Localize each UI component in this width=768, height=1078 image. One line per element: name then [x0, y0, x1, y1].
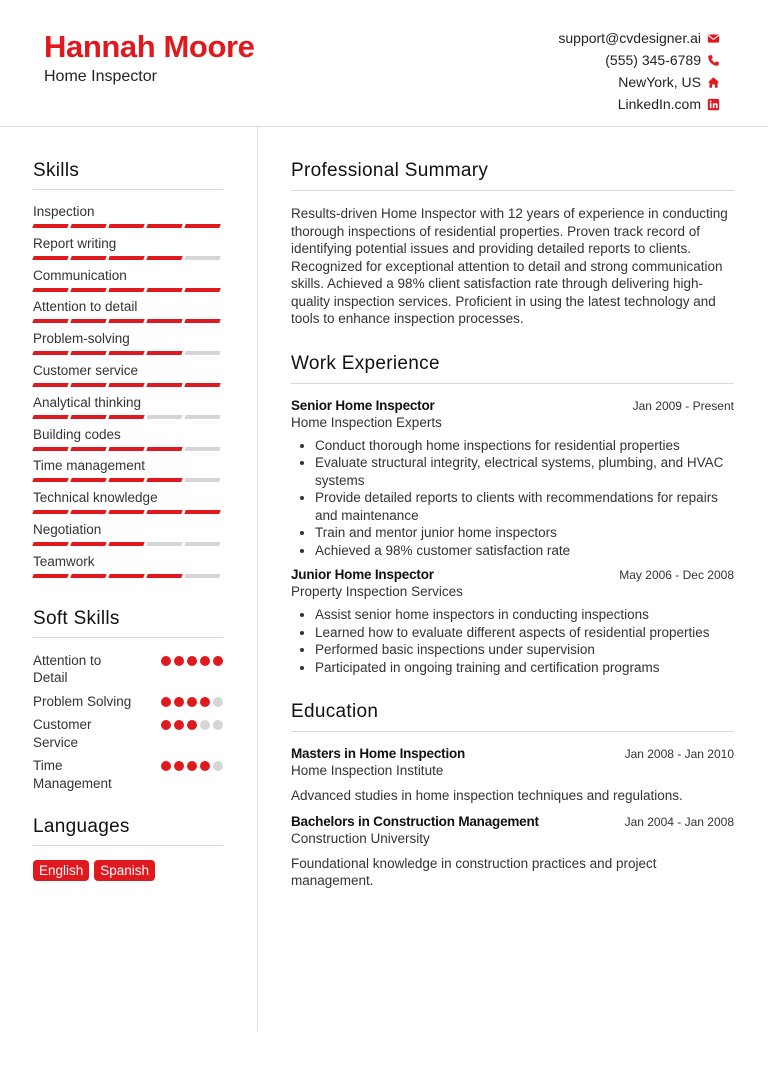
skill-level-segment: [146, 478, 182, 482]
skill-level-bar: [33, 319, 223, 323]
job-date: Jan 2009 - Present: [632, 398, 734, 413]
skill-level-segment: [32, 224, 68, 228]
skill-level-bar: [33, 256, 223, 260]
skill-level-segment: [184, 256, 220, 260]
soft-skill-rating: [161, 761, 223, 771]
home-icon: [707, 76, 720, 89]
education-entry: [291, 746, 734, 805]
contact-location-text: NewYork, US: [618, 74, 701, 90]
skill-level-segment: [146, 542, 182, 546]
job-bullet: Assist senior home inspectors in conducting inspections: [291, 606, 734, 624]
skill-level-bar: [33, 542, 223, 546]
rating-dot: [200, 697, 210, 707]
candidate-role: Home Inspector: [44, 68, 157, 85]
skill-level-segment: [32, 478, 68, 482]
skill-level-segment: [70, 319, 106, 323]
left-column: [33, 160, 223, 881]
skill-level-segment: [32, 383, 68, 387]
education-section: [291, 701, 734, 890]
education-list: [291, 746, 734, 890]
skill-level-segment: [146, 447, 182, 451]
skill-item: [33, 427, 223, 459]
job-company: Property Inspection Services: [291, 584, 463, 599]
skill-level-segment: [184, 478, 220, 482]
skill-level-bar: [33, 478, 223, 482]
job-bullet: Train and mentor junior home inspectors: [291, 524, 734, 542]
job-entry: [291, 398, 734, 560]
skill-level-bar: [33, 224, 223, 228]
skill-label: Communication: [33, 267, 127, 283]
skill-level-segment: [70, 351, 106, 355]
skill-level-bar: [33, 383, 223, 387]
contact-phone-text[interactable]: (555) 345-6789: [605, 52, 701, 68]
skill-level-segment: [108, 542, 144, 546]
skill-level-segment: [184, 542, 220, 546]
soft-skill-item: [33, 652, 223, 687]
rating-dot: [200, 720, 210, 730]
job-header: [291, 398, 734, 413]
rating-dot: [187, 656, 197, 666]
language-chip: English: [33, 860, 89, 881]
skill-level-segment: [184, 447, 220, 451]
skill-level-segment: [146, 256, 182, 260]
skill-level-segment: [70, 383, 106, 387]
education-title: Education: [291, 701, 734, 732]
linkedin-icon: [707, 98, 720, 111]
skill-label: Teamwork: [33, 553, 95, 569]
education-date: Jan 2008 - Jan 2010: [624, 747, 734, 761]
skill-level-segment: [146, 574, 182, 578]
skill-label: Technical knowledge: [33, 490, 158, 506]
education-header: [291, 814, 734, 829]
skill-level-segment: [32, 574, 68, 578]
job-bullets: [291, 606, 734, 676]
rating-dot: [200, 656, 210, 666]
contact-list: [558, 27, 720, 115]
skill-level-segment: [32, 447, 68, 451]
phone-icon: [707, 54, 720, 67]
skill-level-segment: [70, 542, 106, 546]
skill-item: [33, 554, 223, 586]
contact-linkedin[interactable]: [558, 93, 720, 115]
soft-skill-rating: [161, 697, 223, 707]
contact-email[interactable]: [558, 27, 720, 49]
skill-level-segment: [32, 415, 68, 419]
education-description: Advanced studies in home inspection techniques and regulations.: [291, 788, 683, 803]
skill-level-segment: [70, 574, 106, 578]
education-description: Foundational knowledge in construction practices and project management.: [291, 855, 657, 888]
degree-title: Masters in Home Inspection: [291, 746, 466, 761]
skill-level-segment: [70, 224, 106, 228]
job-bullet: Provide detailed reports to clients with recommendations for repairs and maintenance: [291, 489, 734, 524]
skill-item: [33, 395, 223, 427]
rating-dot: [174, 761, 184, 771]
soft-skill-label: Time Management: [33, 758, 112, 791]
skill-label: Analytical thinking: [33, 394, 142, 410]
rating-dot: [213, 697, 223, 707]
skill-level-bar: [33, 447, 223, 451]
job-title: Junior Home Inspector: [291, 567, 434, 582]
skill-item: [33, 299, 223, 331]
skill-level-segment: [146, 319, 182, 323]
languages-title: Languages: [33, 816, 223, 846]
experience-section: [291, 353, 734, 677]
skill-level-segment: [146, 288, 182, 292]
skill-item: [33, 522, 223, 554]
job-bullet: Achieved a 98% customer satisfaction rate: [291, 542, 734, 560]
skill-level-segment: [184, 224, 220, 228]
rating-dot: [161, 761, 171, 771]
skill-level-segment: [108, 415, 144, 419]
rating-dot: [200, 761, 210, 771]
skills-title: Skills: [33, 160, 223, 190]
school-name: Construction University: [291, 830, 430, 846]
skill-item: [33, 490, 223, 522]
rating-dot: [213, 656, 223, 666]
contact-location: [558, 71, 720, 93]
skill-level-segment: [108, 447, 144, 451]
soft-skill-label: Customer Service: [33, 717, 92, 750]
skill-level-segment: [32, 319, 68, 323]
skill-level-segment: [70, 288, 106, 292]
rating-dot: [187, 761, 197, 771]
job-date: May 2006 - Dec 2008: [619, 568, 734, 582]
right-column: [291, 160, 734, 915]
skill-level-segment: [184, 574, 220, 578]
skill-level-segment: [184, 510, 220, 514]
envelope-icon: [707, 32, 720, 45]
skill-level-segment: [146, 383, 182, 387]
summary-text: Results-driven Home Inspector with 12 years of experience in conducting thorough inspections of residential properties. Proven track record of identifying potential issues and providing detailed reports to clients. Recognized for exceptional attention to detail and strong communication skills. Achieved a 98% client satisfaction rate through delivering high-quality inspection services. Proficient in using the latest technology and tools to enhance inspection processes.: [291, 206, 728, 326]
rating-dot: [213, 761, 223, 771]
soft-skill-item: [33, 757, 223, 792]
skill-level-bar: [33, 510, 223, 514]
skill-item: [33, 458, 223, 490]
rating-dot: [174, 720, 184, 730]
rating-dot: [213, 720, 223, 730]
skill-level-segment: [108, 256, 144, 260]
summary-title: Professional Summary: [291, 160, 734, 191]
skill-label: Building codes: [33, 426, 121, 442]
soft-skill-rating: [161, 656, 223, 666]
skill-level-segment: [108, 224, 144, 228]
skill-item: [33, 363, 223, 395]
skill-item: [33, 268, 223, 300]
skill-label: Report writing: [33, 235, 117, 251]
rating-dot: [187, 697, 197, 707]
job-entry: [291, 567, 734, 676]
rating-dot: [174, 697, 184, 707]
job-bullet: Performed basic inspections under supervision: [291, 641, 734, 659]
skill-level-segment: [108, 288, 144, 292]
rating-dot: [161, 656, 171, 666]
soft-skill-item: [33, 716, 223, 751]
skill-label: Inspection: [33, 204, 95, 219]
education-entry: [291, 814, 734, 890]
skill-label: Negotiation: [33, 521, 102, 537]
skill-level-segment: [32, 542, 68, 546]
contact-email-text[interactable]: support@cvdesigner.ai: [558, 30, 701, 46]
skill-level-bar: [33, 415, 223, 419]
skill-level-segment: [184, 383, 220, 387]
contact-phone[interactable]: [558, 49, 720, 71]
job-header: [291, 567, 734, 582]
job-company: Home Inspection Experts: [291, 414, 442, 430]
jobs-list: [291, 398, 734, 677]
skill-level-segment: [32, 351, 68, 355]
skill-item: [33, 331, 223, 363]
skill-item: [33, 236, 223, 268]
skill-level-segment: [108, 383, 144, 387]
skill-level-segment: [70, 256, 106, 260]
rating-dot: [161, 697, 171, 707]
skills-list: [33, 204, 223, 586]
skill-label: Attention to detail: [33, 299, 138, 315]
languages-list: [33, 860, 223, 881]
language-chip: Spanish: [94, 860, 155, 881]
skill-level-segment: [184, 319, 220, 323]
skill-level-bar: [33, 574, 223, 578]
skill-level-segment: [108, 351, 144, 355]
experience-title: Work Experience: [291, 353, 734, 384]
job-bullet: Conduct thorough home inspections for residential properties: [291, 437, 734, 455]
soft-skills-title: Soft Skills: [33, 608, 223, 638]
soft-skill-rating: [161, 720, 223, 730]
job-bullet: Learned how to evaluate different aspects of residential properties: [291, 624, 734, 642]
column-divider: [257, 127, 258, 1031]
skill-level-segment: [108, 510, 144, 514]
skill-level-segment: [146, 415, 182, 419]
degree-title: Bachelors in Construction Management: [291, 813, 539, 829]
job-bullet: Participated in ongoing training and certification programs: [291, 659, 734, 677]
skill-level-segment: [184, 351, 220, 355]
education-date: Jan 2004 - Jan 2008: [624, 814, 734, 829]
soft-skill-label: Attention to Detail: [33, 652, 102, 686]
job-title: Senior Home Inspector: [291, 397, 435, 413]
skill-level-segment: [146, 224, 182, 228]
skill-level-bar: [33, 351, 223, 355]
contact-linkedin-text[interactable]: LinkedIn.com: [617, 96, 701, 112]
skill-level-segment: [184, 415, 220, 419]
skill-level-segment: [32, 256, 68, 260]
skill-level-bar: [33, 288, 223, 292]
skill-label: Customer service: [33, 362, 139, 378]
skill-level-segment: [70, 478, 106, 482]
resume-header: [0, 0, 768, 127]
skill-level-segment: [184, 288, 220, 292]
skill-label: Time management: [33, 458, 146, 474]
summary-section: [291, 160, 734, 328]
skill-item: [33, 204, 223, 236]
skill-label: Problem-solving: [33, 331, 130, 347]
candidate-name: Hannah Moore: [44, 29, 255, 64]
soft-skills-list: [33, 652, 223, 793]
skill-level-segment: [70, 415, 106, 419]
soft-skill-label: Problem Solving: [33, 693, 132, 709]
job-bullet: Evaluate structural integrity, electrical systems, plumbing, and HVAC systems: [291, 454, 734, 489]
skill-level-segment: [108, 478, 144, 482]
rating-dot: [187, 720, 197, 730]
rating-dot: [161, 720, 171, 730]
skill-level-segment: [146, 351, 182, 355]
skill-level-segment: [108, 574, 144, 578]
skill-level-segment: [70, 447, 106, 451]
school-name: Home Inspection Institute: [291, 763, 444, 778]
skill-level-segment: [32, 288, 68, 292]
soft-skill-item: [33, 693, 223, 711]
job-bullets: [291, 437, 734, 560]
skill-level-segment: [146, 510, 182, 514]
education-header: [291, 746, 734, 761]
rating-dot: [174, 656, 184, 666]
skill-level-segment: [70, 510, 106, 514]
skill-level-segment: [32, 510, 68, 514]
skill-level-segment: [108, 319, 144, 323]
